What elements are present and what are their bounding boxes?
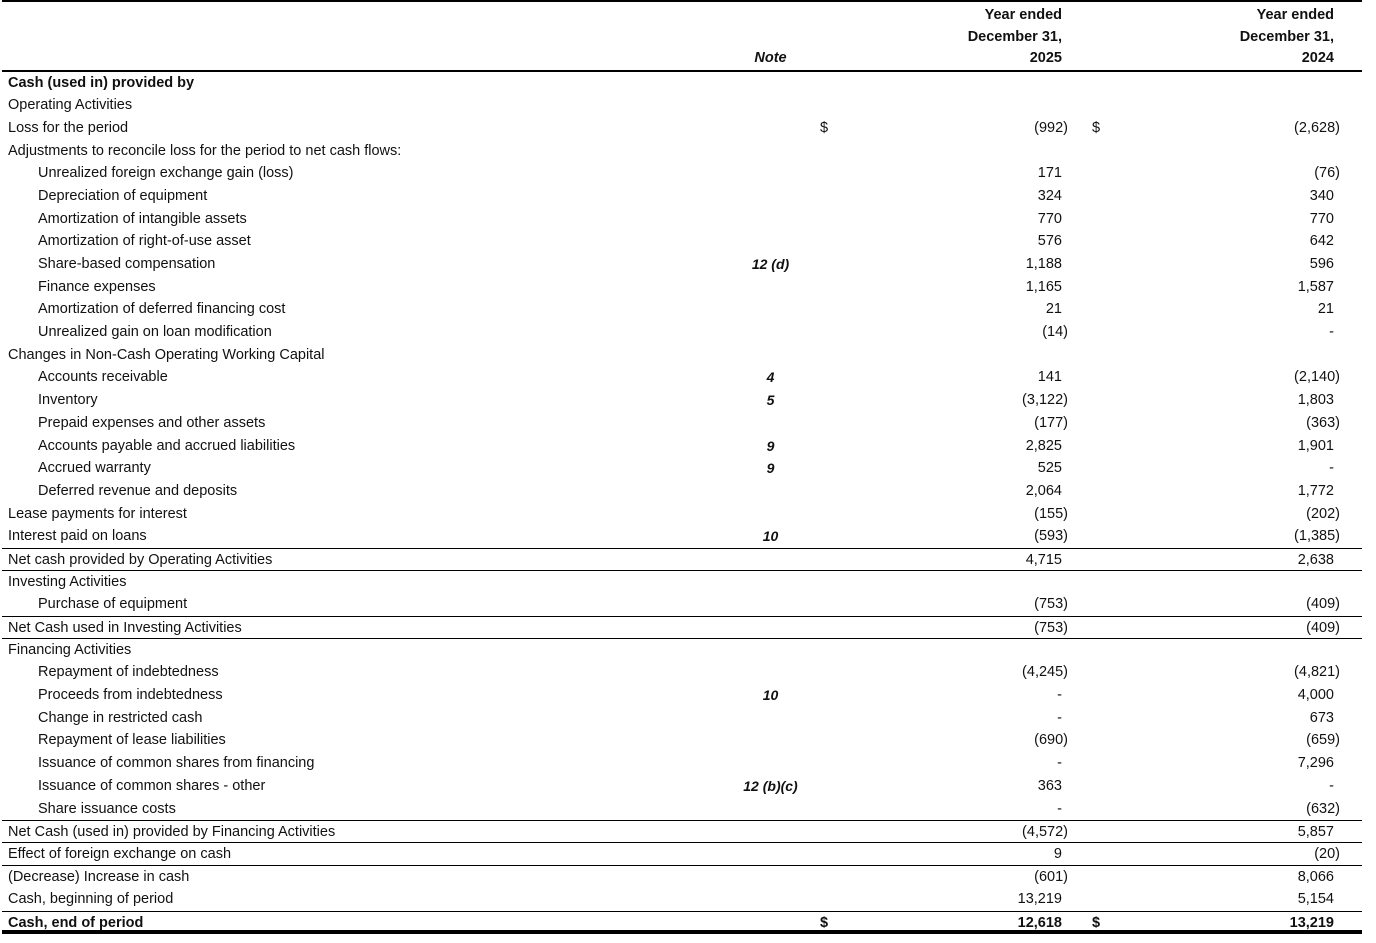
row-label: Share-based compensation [38, 256, 216, 272]
value-2025: (593) [1034, 528, 1068, 545]
row-label: Accounts receivable [38, 369, 168, 386]
table-row [2, 435, 1362, 458]
row-label: Proceeds from indebtedness [38, 687, 223, 704]
row-label: Net Cash used in Investing Activities [8, 620, 242, 636]
value-2024: 2,638 [1297, 551, 1334, 568]
value-2025: (14) [1042, 324, 1068, 341]
table-row [2, 911, 1362, 934]
row-label: Financing Activities [8, 641, 132, 658]
table-row [2, 457, 1362, 480]
row-label: Issuance of common shares - other [38, 777, 266, 794]
table-row [2, 888, 1362, 911]
value-2024: (2,628) [1294, 119, 1340, 136]
value-2024: (4,821) [1294, 664, 1340, 681]
value-2024: (409) [1306, 596, 1340, 613]
value-2024: (363) [1306, 414, 1340, 431]
cash-flow-statement-table [2, 0, 1362, 934]
row-label: Depreciation of equipment [38, 187, 208, 204]
table-row [2, 639, 1362, 662]
table-row [2, 230, 1362, 253]
value-2024: 8,066 [1297, 868, 1334, 885]
table-row [2, 366, 1362, 389]
row-label: Lease payments for interest [8, 505, 187, 522]
value-2025: 1,188 [1025, 256, 1062, 272]
row-label: Cash, end of period [8, 914, 144, 931]
header-2025-line1: Year ended [984, 7, 1062, 23]
value-2024: - [1329, 460, 1334, 477]
row-label: Amortization of intangible assets [38, 210, 247, 227]
header-2025-line2: December 31, [967, 28, 1062, 45]
value-2025: 9 [1053, 845, 1062, 862]
value-2024: (20) [1314, 845, 1340, 862]
note-reference: 12 (b)(c) [743, 777, 798, 794]
value-2024: (1,385) [1294, 528, 1340, 545]
table-row [2, 593, 1362, 616]
value-2024: - [1329, 324, 1334, 341]
value-2024: 1,901 [1297, 437, 1334, 454]
row-label: Cash, beginning of period [8, 891, 174, 908]
currency-symbol-2025: $ [820, 119, 829, 136]
value-2024: 642 [1309, 233, 1334, 250]
value-2025: (753) [1034, 620, 1068, 636]
value-2024: 340 [1309, 187, 1334, 204]
header-year-2025: 2025 [1029, 50, 1062, 66]
value-2025: 141 [1037, 369, 1062, 386]
value-2025: (3,122) [1022, 392, 1068, 409]
table-row [2, 412, 1362, 435]
value-2025: 770 [1037, 210, 1062, 227]
value-2024: (2,140) [1294, 369, 1340, 386]
table-row [2, 480, 1362, 503]
row-label: (Decrease) Increase in cash [8, 868, 190, 885]
note-reference: 10 [762, 687, 779, 704]
table-row [2, 276, 1362, 299]
value-2025: (753) [1034, 596, 1068, 613]
value-2024: 1,587 [1297, 278, 1334, 295]
value-2025: (155) [1034, 505, 1068, 522]
table-row [2, 344, 1362, 367]
value-2025: 1,165 [1025, 278, 1062, 295]
row-label: Cash (used in) provided by [8, 74, 195, 91]
value-2025: 2,825 [1025, 437, 1062, 454]
table-row [2, 752, 1362, 775]
value-2025: - [1057, 709, 1062, 726]
currency-symbol-2025: $ [820, 914, 829, 931]
value-2024: (202) [1306, 505, 1340, 522]
table-row [2, 253, 1362, 276]
note-reference: 9 [766, 460, 775, 477]
header-2024-line1: Year ended [1256, 7, 1334, 23]
value-2025: 525 [1037, 460, 1062, 477]
table-row [2, 72, 1362, 95]
table-row [2, 298, 1362, 321]
value-2025: - [1057, 687, 1062, 704]
row-label: Investing Activities [8, 573, 127, 590]
value-2024: 596 [1309, 256, 1334, 272]
table-row [2, 117, 1362, 140]
value-2025: (992) [1034, 119, 1068, 136]
value-2024: 5,154 [1297, 891, 1334, 908]
row-label: Issuance of common shares from financing [38, 755, 315, 772]
table-row [2, 775, 1362, 798]
table-row [2, 389, 1362, 412]
table-row [2, 843, 1362, 866]
table-row [2, 707, 1362, 730]
header-2024-line2: December 31, [1239, 28, 1334, 45]
header-row-2 [2, 26, 1362, 48]
table-row [2, 208, 1362, 231]
value-2025: 12,618 [1017, 914, 1062, 931]
table-row [2, 548, 1362, 571]
table-row [2, 798, 1362, 821]
note-reference: 12 (d) [751, 256, 790, 272]
value-2024: 1,803 [1297, 392, 1334, 409]
value-2024: 13,219 [1289, 914, 1334, 931]
row-label: Changes in Non-Cash Operating Working Capital [8, 346, 325, 363]
value-2024: 4,000 [1297, 687, 1334, 704]
row-label: Accrued warranty [38, 460, 151, 477]
value-2024: 21 [1317, 301, 1334, 318]
value-2025: 171 [1037, 165, 1062, 182]
row-label: Interest paid on loans [8, 528, 147, 545]
table-row [2, 571, 1362, 594]
value-2024: 5,857 [1297, 824, 1334, 841]
value-2025: 4,715 [1025, 551, 1062, 568]
table-header [2, 4, 1362, 72]
value-2024: - [1329, 777, 1334, 794]
header-note-label: Note [754, 50, 787, 66]
value-2025: 576 [1037, 233, 1062, 250]
value-2025: - [1057, 800, 1062, 817]
currency-symbol-2024: $ [1092, 914, 1101, 931]
row-label: Unrealized foreign exchange gain (loss) [38, 165, 294, 182]
table-row [2, 820, 1362, 843]
value-2025: (601) [1034, 868, 1068, 885]
row-label: Finance expenses [38, 278, 156, 295]
table-row [2, 616, 1362, 639]
value-2025: 21 [1045, 301, 1062, 318]
row-label: Repayment of indebtedness [38, 664, 219, 681]
value-2025: (4,572) [1022, 824, 1068, 841]
value-2025: 2,064 [1025, 482, 1062, 499]
note-reference: 9 [766, 437, 775, 454]
table-row [2, 94, 1362, 117]
value-2025: (177) [1034, 414, 1068, 431]
value-2024: (659) [1306, 732, 1340, 749]
table-row [2, 866, 1362, 889]
row-label: Deferred revenue and deposits [38, 482, 238, 499]
header-year-2024: 2024 [1301, 50, 1334, 66]
value-2025: - [1057, 755, 1062, 772]
row-label: Change in restricted cash [38, 709, 203, 726]
note-reference: 4 [766, 369, 775, 386]
value-2025: 363 [1037, 777, 1062, 794]
value-2024: (409) [1306, 620, 1340, 636]
row-label: Repayment of lease liabilities [38, 732, 226, 749]
table-row [2, 185, 1362, 208]
value-2024: 673 [1309, 709, 1334, 726]
row-label: Amortization of right-of-use asset [38, 233, 251, 250]
table-row [2, 729, 1362, 752]
row-label: Adjustments to reconcile loss for the period to net cash flows: [8, 142, 402, 159]
table-row [2, 661, 1362, 684]
row-label: Net Cash (used in) provided by Financing Activities [8, 824, 336, 841]
row-label: Share issuance costs [38, 800, 176, 817]
table-row [2, 321, 1362, 344]
table-row [2, 525, 1362, 548]
row-label: Operating Activities [8, 97, 133, 114]
table-row [2, 503, 1362, 526]
currency-symbol-2024: $ [1092, 119, 1101, 136]
table-body [2, 72, 1362, 934]
header-row-3 [2, 47, 1362, 69]
row-label: Prepaid expenses and other assets [38, 414, 266, 431]
value-2024: 1,772 [1297, 482, 1334, 499]
note-reference: 10 [762, 528, 779, 545]
table-row [2, 684, 1362, 707]
value-2025: 13,219 [1017, 891, 1062, 908]
row-label: Inventory [38, 392, 98, 409]
row-label: Amortization of deferred financing cost [38, 301, 286, 318]
table-row [2, 162, 1362, 185]
value-2024: (632) [1306, 800, 1340, 817]
row-label: Accounts payable and accrued liabilities [38, 437, 296, 454]
value-2025: (690) [1034, 732, 1068, 749]
value-2024: 770 [1309, 210, 1334, 227]
value-2025: 324 [1037, 187, 1062, 204]
table-row [2, 140, 1362, 163]
row-label: Net cash provided by Operating Activities [8, 551, 273, 568]
note-reference: 5 [766, 392, 775, 409]
value-2024: 7,296 [1297, 755, 1334, 772]
row-label: Unrealized gain on loan modification [38, 324, 272, 341]
row-label: Loss for the period [8, 119, 129, 136]
row-label: Effect of foreign exchange on cash [8, 845, 232, 862]
value-2024: (76) [1314, 165, 1340, 182]
value-2025: (4,245) [1022, 664, 1068, 681]
row-label: Purchase of equipment [38, 596, 188, 613]
header-row-1 [2, 4, 1362, 26]
